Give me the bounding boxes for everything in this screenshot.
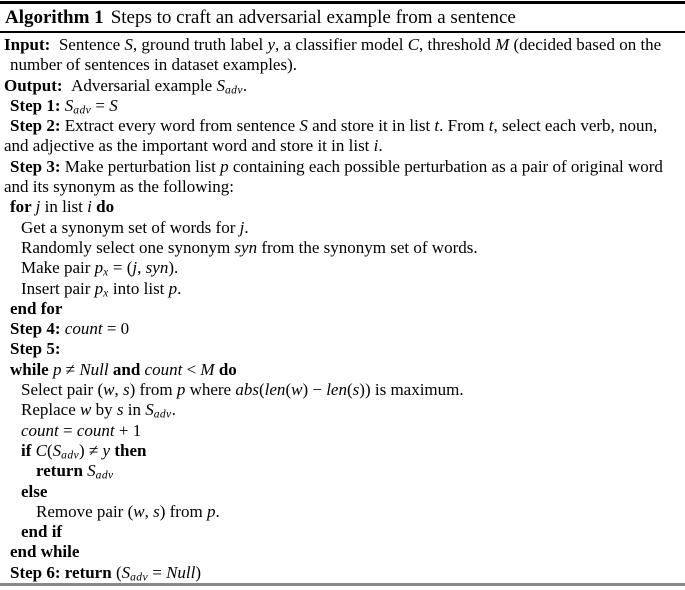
algo-line: else (21, 481, 48, 501)
algo-line: Input: Sentence S, ground truth label y, a classifier model C, threshold M (decided based on the (4, 35, 662, 54)
algo-line: Step 5: (10, 339, 61, 359)
algo-line: Make pair px = (j, syn). (21, 258, 179, 279)
top-rule (0, 1, 685, 4)
algo-line: while p ≠ Null and count < M do (10, 359, 237, 379)
algo-line: end if (21, 522, 63, 542)
algo-line: and its synonym as the following: (4, 177, 234, 197)
algo-line: Select pair (w, s) from p where abs(len(w) − len(s)) is maximum. (21, 380, 464, 400)
algo-line: Get a synonym set of words for j. (21, 217, 249, 237)
header-divider-rule (0, 31, 685, 33)
bottom-rule (0, 583, 685, 586)
algo-line: return Sadv (36, 461, 114, 482)
algo-line: Output: Adversarial example Sadv. (4, 75, 248, 97)
algorithm-body (0, 35, 685, 583)
algo-line: number of sentences in dataset examples). (10, 55, 298, 75)
algorithm-title: Steps to craft an adversarial example from a sentence (110, 7, 516, 28)
algo-line: end while (10, 542, 80, 562)
algo-line: Replace w by s in Sadv. (21, 400, 176, 421)
algo-line: Step 3: Make perturbation list p containing each possible perturbation as a pair of original word (10, 156, 663, 176)
algo-line: Randomly select one synonym syn from the synonym set of words. (21, 237, 478, 257)
algo-line: Step 6: return (Sadv = Null) (10, 562, 202, 584)
algo-line: if C(Sadv) ≠ y then (21, 440, 147, 462)
algo-line: end for (10, 298, 63, 318)
algorithm-number-label: Algorithm 1 (5, 7, 104, 28)
algo-line: Remove pair (w, s) from p. (36, 501, 220, 521)
algo-line: for j in list i do (10, 197, 115, 217)
algo-line: Step 4: count = 0 (10, 319, 130, 339)
algo-line: Step 1: Sadv = S (10, 95, 118, 117)
algo-line: count = count + 1 (21, 420, 142, 440)
algo-line: Step 2: Extract every word from sentence S and store it in list t. From t, select each verb, noun, (10, 116, 658, 136)
algo-line: Insert pair px into list p. (21, 278, 182, 300)
algorithm-header (5, 7, 681, 29)
algo-line: and adjective as the important word and store it in list i. (4, 136, 383, 156)
